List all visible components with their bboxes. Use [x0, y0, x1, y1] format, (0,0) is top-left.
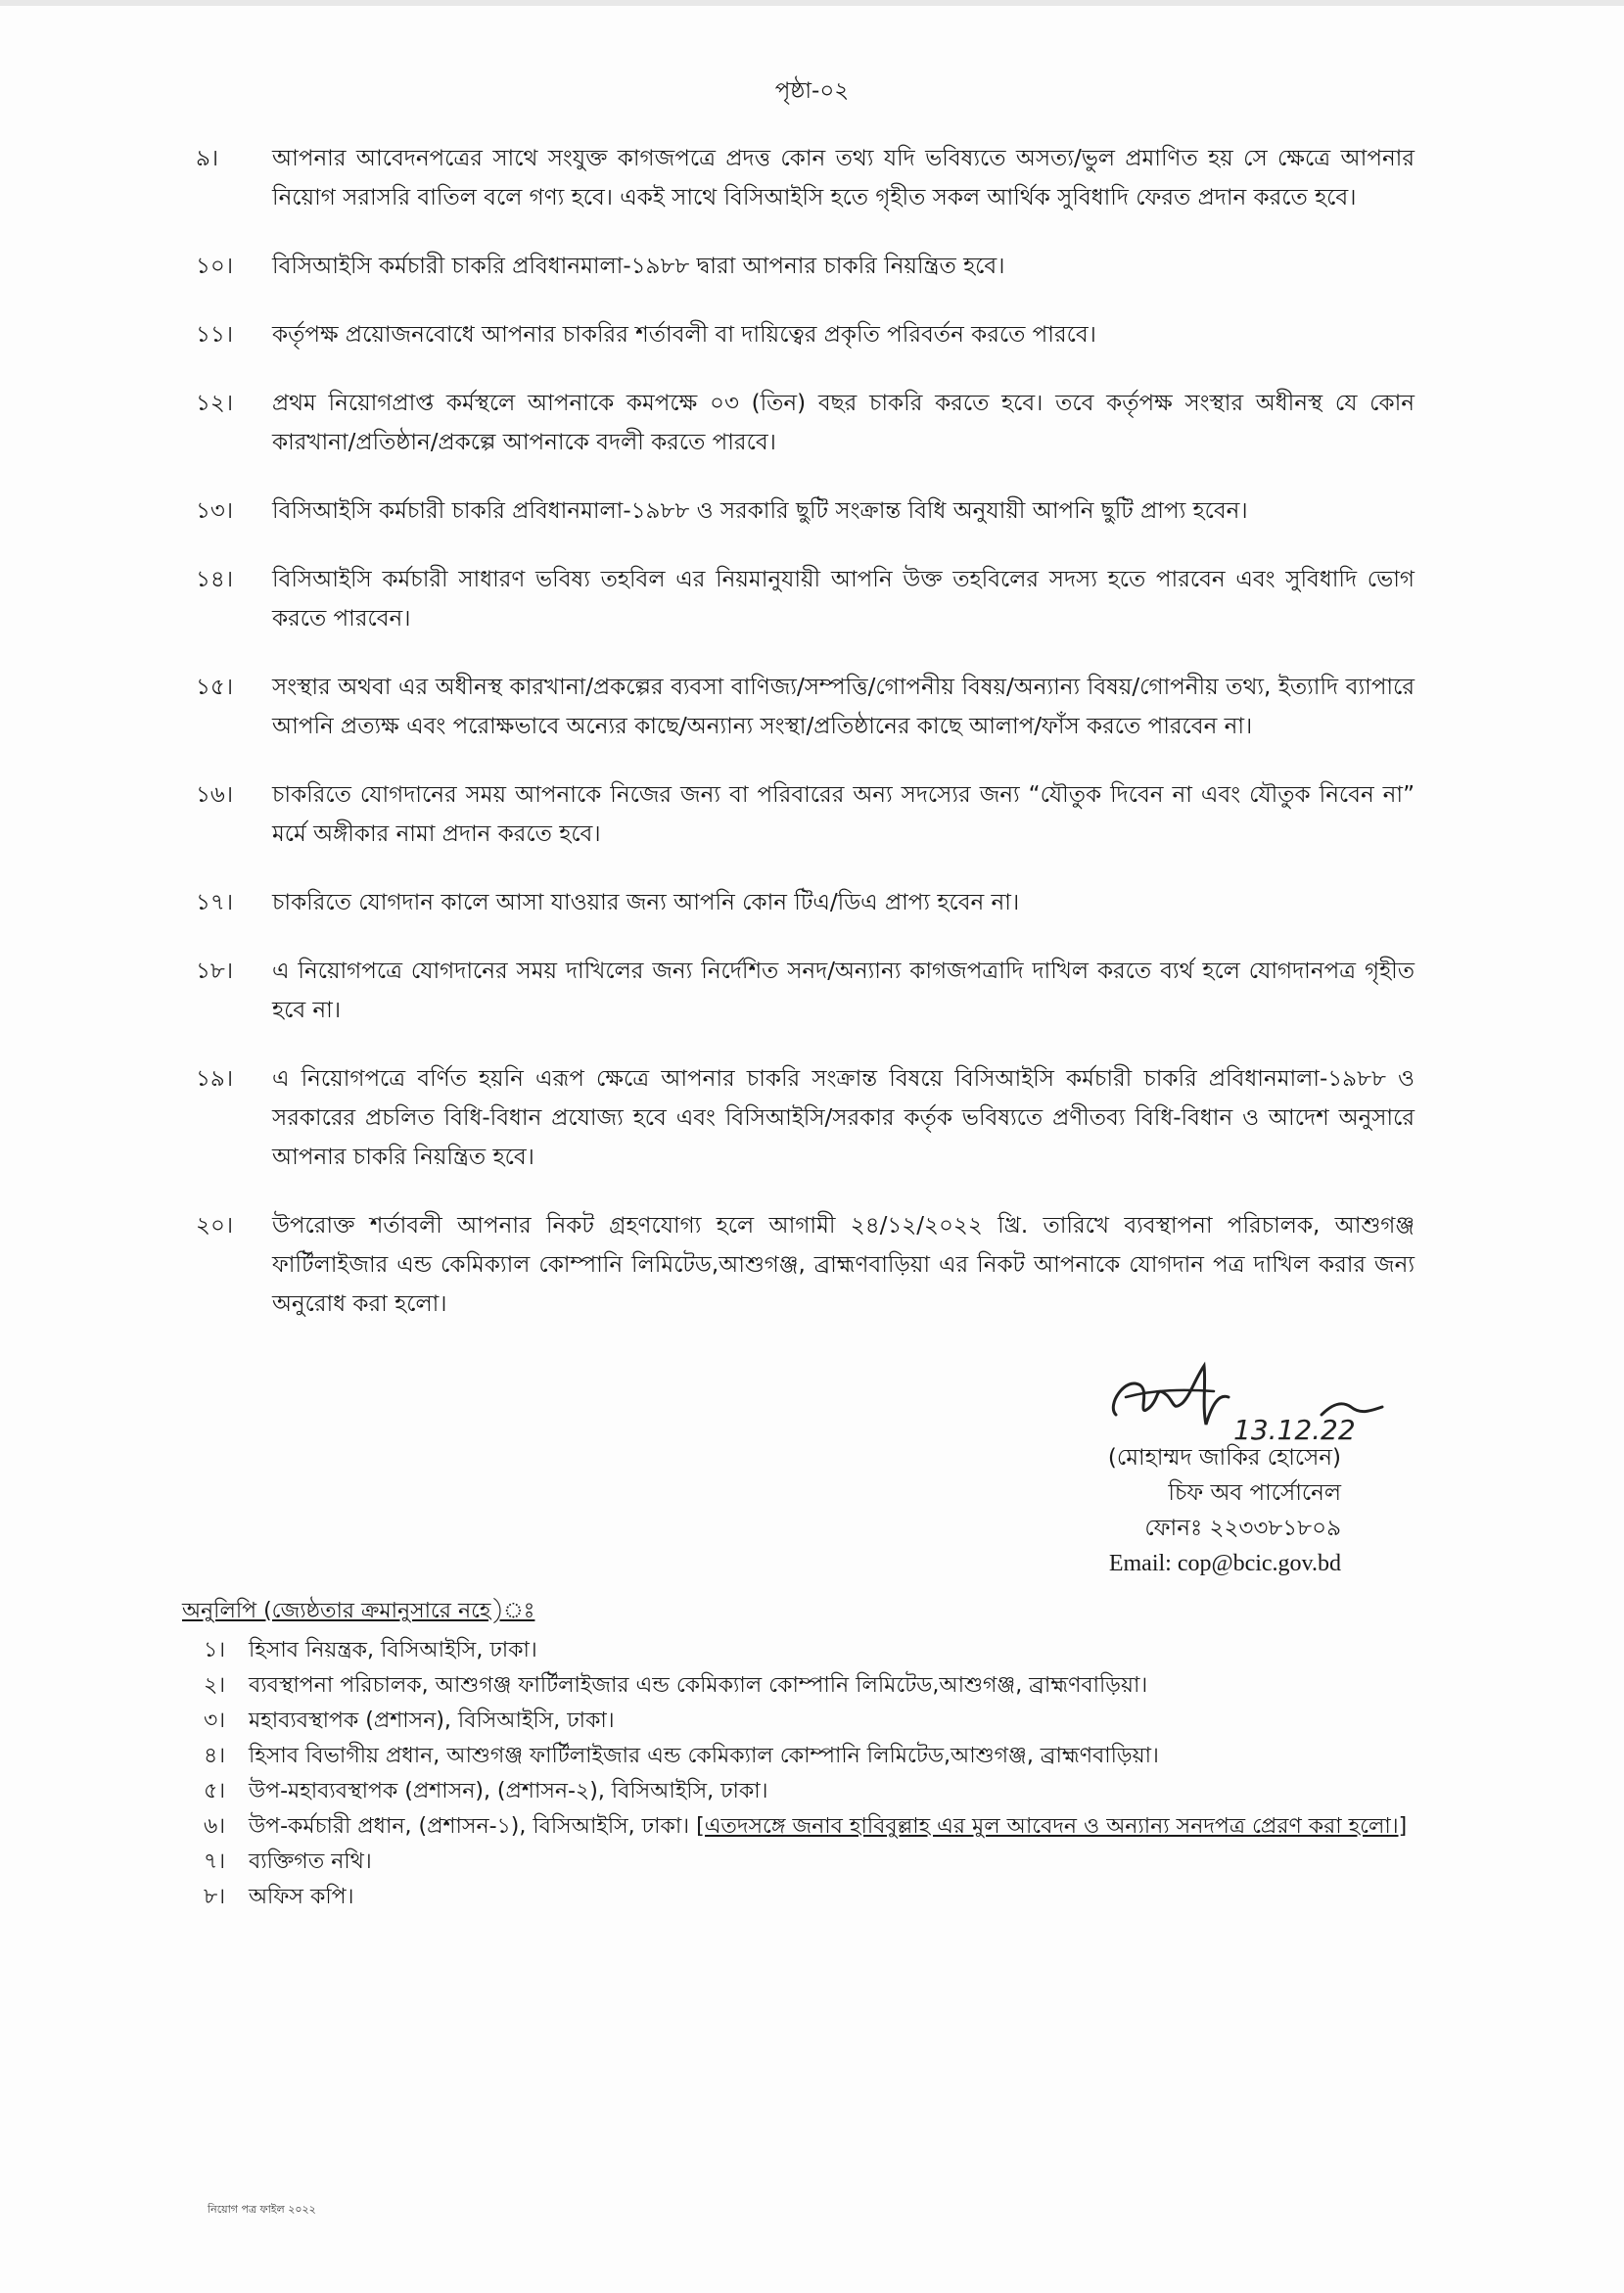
signatory-phone: ফোনঃ ২২৩৩৮১৮০৯	[1144, 1516, 1341, 1541]
clause-text: কর্তৃপক্ষ প্রয়োজনবোধে আপনার চাকরির শর্তাবলী বা দায়িত্বের প্রকৃতি পরিবর্তন করতে পারবে।	[272, 322, 1096, 348]
copy-recipient: ব্যবস্থাপনা পরিচালক, আশুগঞ্জ ফার্টিলাইজার এন্ড কেমিক্যাল কোম্পানি লিমিটেড,আশুগঞ্জ, ব্রাহ্মণবাড়িয়া।	[249, 1673, 1148, 1698]
copy-item	[204, 1633, 1415, 1668]
copy-text	[249, 1739, 1415, 1774]
copy-number: ৭।	[204, 1849, 226, 1874]
clause-item	[196, 247, 1415, 286]
clause-text: এ নিয়োগপত্রে যোগদানের সময় দাখিলের জন্য নির্দেশিত সনদ/অন্যান্য কাগজপত্রাদি দাখিল করতে ব্যর্থ হলে যোগদানপত্র গৃহীত হবে না।	[272, 959, 1415, 1023]
copies-heading: অনুলিপি (জ্যেষ্ঠতার ক্রমানুসারে নহে)ঃ	[182, 1599, 535, 1623]
copy-number: ২।	[204, 1673, 226, 1698]
copy-enclosure-note: [এতদসঙ্গে জনাব হাবিবুল্লাহ এর মুল আবেদন ও অন্যান্য সনদপত্র প্রেরণ করা হলো।]	[696, 1814, 1408, 1839]
clause-number: ১৮।	[196, 959, 234, 984]
copy-text	[249, 1774, 1415, 1809]
clause-text: প্রথম নিয়োগপ্রাপ্ত কর্মস্থলে আপনাকে কমপক্ষে ০৩ (তিন) বছর চাকরি করতে হবে। তবে কর্তৃপক্ষ সংস্থার অধীনস্থ যে কোন কারখানা/প্রতিষ্ঠান/প্রকল্পে আপনাকে বদলী করতে পারবে।	[272, 391, 1415, 455]
clause-item	[196, 775, 1415, 854]
copy-item	[204, 1809, 1415, 1845]
footer-file-tag: নিয়োগ পত্র ফাইল ২০২২	[208, 2203, 316, 2216]
clause-number: ১৪।	[196, 567, 234, 592]
copy-number: ৮।	[204, 1885, 226, 1909]
copy-recipient: হিসাব বিভাগীয় প্রধান, আশুগঞ্জ ফার্টিলাইজার এন্ড কেমিক্যাল কোম্পানি লিমিটেড,আশুগঞ্জ, ব্রাহ্মণবাড়িয়া।	[249, 1744, 1159, 1768]
clause-text: বিসিআইসি কর্মচারী সাধারণ ভবিষ্য তহবিল এর নিয়মানুযায়ী আপনি উক্ত তহবিলের সদস্য হতে পারবেন এবং সুবিধাদি ভোগ করতে পারবেন।	[272, 567, 1415, 632]
copy-number: ৫।	[204, 1779, 226, 1803]
clause-text: চাকরিতে যোগদান কালে আসা যাওয়ার জন্য আপনি কোন টিএ/ডিএ প্রাপ্য হবেন না।	[272, 890, 1020, 915]
clause-item	[196, 883, 1415, 922]
clause-item	[196, 668, 1415, 746]
signature-block	[979, 1346, 1390, 1581]
copies-section	[182, 1594, 1415, 1915]
signatory-designation: চিফ অব পার্সোনেল	[1168, 1480, 1341, 1506]
copy-text	[249, 1633, 1415, 1668]
copy-recipient: হিসাব নিয়ন্ত্রক, বিসিআইসি, ঢাকা।	[249, 1638, 537, 1662]
copy-text	[249, 1880, 1415, 1915]
clause-item	[196, 315, 1415, 354]
copy-recipient: উপ-কর্মচারী প্রধান, (প্রশাসন-১), বিসিআইসি, ঢাকা।	[249, 1814, 697, 1839]
clause-number: ১০।	[196, 254, 234, 279]
copy-text	[249, 1845, 1415, 1880]
copy-number: ৬।	[204, 1814, 226, 1839]
clause-number: ১৩।	[196, 498, 234, 524]
clause-text: সংস্থার অথবা এর অধীনস্থ কারখানা/প্রকল্পের ব্যবসা বাণিজ্য/সম্পত্তি/গোপনীয় বিষয়/অন্যান্য বিষয়/গোপনীয় তথ্য, ইত্যাদি ব্যাপারে আপনি প্রত্যক্ষ এবং পরোক্ষভাবে অন্যের কাছে/অন্যান্য সংস্থা/প্রতিষ্ঠানের কাছে আলাপ/ফাঁস করতে পারবেন না।	[272, 675, 1415, 739]
clause-number: ২০।	[196, 1213, 234, 1239]
copy-item	[204, 1739, 1415, 1774]
clause-number: ১৭।	[196, 890, 234, 915]
copy-text	[249, 1668, 1415, 1704]
copy-number: ১।	[204, 1638, 226, 1662]
copy-recipient: মহাব্যবস্থাপক (প্রশাসন), বিসিআইসি, ঢাকা।	[249, 1708, 615, 1733]
signatory-name: (মোহাম্মদ জাকির হোসেন)	[1107, 1445, 1341, 1471]
copy-text	[249, 1809, 1415, 1845]
copy-item	[204, 1880, 1415, 1915]
copy-recipient: অফিস কপি।	[249, 1885, 354, 1909]
clause-item	[196, 139, 1415, 217]
clause-item	[196, 1206, 1415, 1324]
clause-text: এ নিয়োগপত্রে বর্ণিত হয়নি এরূপ ক্ষেত্রে আপনার চাকরি সংক্রান্ত বিষয়ে বিসিআইসি কর্মচারী চাকরি প্রবিধানমালা-১৯৮৮ ও সরকারের প্রচলিত বিধি-বিধান প্রযোজ্য হবে এবং বিসিআইসি/সরকার কর্তৃক ভবিষ্যতে প্রণীতব্য বিধি-বিধান ও আদেশ অনুসারে আপনার চাকরি নিয়ন্ত্রিত হবে।	[272, 1066, 1415, 1170]
clause-list	[196, 139, 1415, 1353]
copy-recipient: ব্যক্তিগত নথি।	[249, 1849, 372, 1874]
clause-item	[196, 491, 1415, 531]
copy-number: ৪।	[204, 1744, 226, 1768]
clause-number: ১১।	[196, 322, 234, 348]
clause-number: ৯।	[196, 146, 219, 171]
clause-number: ১২।	[196, 391, 234, 416]
signatory-email: Email: cop@bcic.gov.bd	[1108, 1551, 1341, 1576]
copy-recipient: উপ-মহাব্যবস্থাপক (প্রশাসন), (প্রশাসন-২), বিসিআইসি, ঢাকা।	[249, 1779, 768, 1803]
clause-text: বিসিআইসি কর্মচারী চাকরি প্রবিধানমালা-১৯৮৮ দ্বারা আপনার চাকরি নিয়ন্ত্রিত হবে।	[272, 254, 1005, 279]
copy-item	[204, 1774, 1415, 1809]
scan-edge	[0, 0, 1624, 6]
copy-item	[204, 1668, 1415, 1704]
clause-text: উপরোক্ত শর্তাবলী আপনার নিকট গ্রহণযোগ্য হলে আগামী ২৪/১২/২০২২ খ্রি. তারিখে ব্যবস্থাপনা পরিচালক, আশুগঞ্জ ফার্টিলাইজার এন্ড কেমিক্যাল কোম্পানি লিমিটেড,আশুগঞ্জ, ব্রাহ্মণবাড়িয়া এর নিকট আপনাকে যোগদান পত্র দাখিল করার জন্য অনুরোধ করা হলো।	[272, 1213, 1415, 1317]
clause-text: বিসিআইসি কর্মচারী চাকরি প্রবিধানমালা-১৯৮৮ ও সরকারি ছুটি সংক্রান্ত বিধি অনুযায়ী আপনি ছুটি প্রাপ্য হবেন।	[272, 498, 1248, 524]
clause-item	[196, 384, 1415, 462]
copy-number: ৩।	[204, 1708, 226, 1733]
clause-number: ১৯।	[196, 1066, 234, 1092]
clause-text: চাকরিতে যোগদানের সময় আপনাকে নিজের জন্য বা পরিবারের অন্য সদস্যের জন্য “যৌতুক দিবেন না এবং যৌতুক নিবেন না” মর্মে অঙ্গীকার নামা প্রদান করতে হবে।	[272, 782, 1415, 847]
clause-number: ১৫।	[196, 675, 234, 700]
signature-date: 13.12.22	[1233, 1414, 1356, 1446]
copy-item	[204, 1704, 1415, 1739]
handwritten-signature	[1096, 1346, 1390, 1454]
clause-item	[196, 560, 1415, 638]
clause-item	[196, 1059, 1415, 1177]
copy-item	[204, 1845, 1415, 1880]
clause-text: আপনার আবেদনপত্রের সাথে সংযুক্ত কাগজপত্রে প্রদত্ত কোন তথ্য যদি ভবিষ্যতে অসত্য/ভুল প্রমাণিত হয় সে ক্ষেত্রে আপনার নিয়োগ সরাসরি বাতিল বলে গণ্য হবে। একই সাথে বিসিআইসি হতে গৃহীত সকল আর্থিক সুবিধাদি ফেরত প্রদান করতে হবে।	[272, 146, 1415, 211]
clause-item	[196, 952, 1415, 1030]
page-number: পৃষ্ঠা-০২	[774, 78, 850, 104]
copy-text	[249, 1704, 1415, 1739]
clause-number: ১৬।	[196, 782, 234, 808]
